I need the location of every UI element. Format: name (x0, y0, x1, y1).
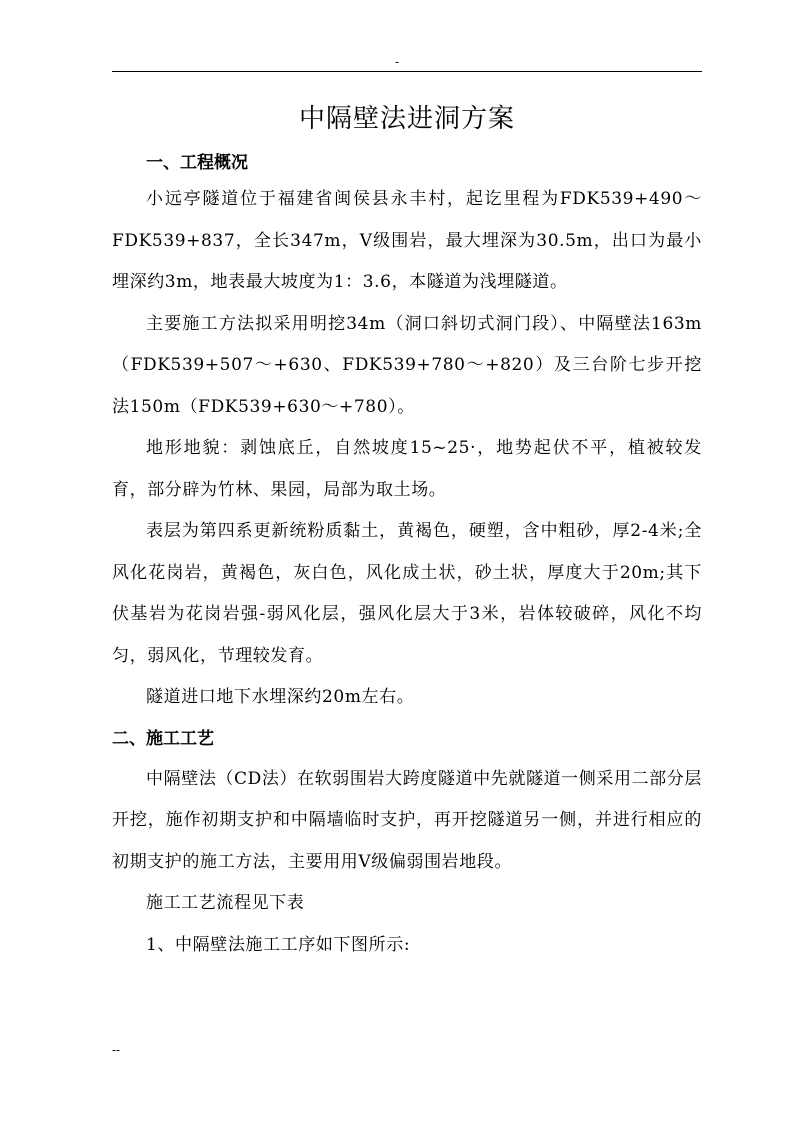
paragraph-procedure-figure-ref: 1、中隔壁法施工工序如下图所示: (146, 934, 411, 955)
paragraph-terrain: 地形地貌：剥蚀底丘，自然坡度15~25·，地势起伏不平，植被较发育，部分辟为竹林、果园，局部为取土场。 (112, 438, 702, 500)
paragraph-location: 小远亭隧道位于福建省闽侯县永丰村，起讫里程为FDK539+490～FDK539+837，全长347m，Ⅴ级围岩，最大埋深为30.5m，出口为最小埋深约3m，地表最大坡度为1：3.6，本隧道为浅埋隧道。 (112, 189, 702, 292)
page-footer-mark: -- (112, 1043, 121, 1057)
paragraph-cd-method: 中隔壁法（CD法）在软弱围岩大跨度隧道中先就隧道一侧采用二部分层开挖，施作初期支护和中隔墙临时支护，再开挖隧道另一侧，并进行相应的初期支护的施工方法，主要用用Ⅴ级偏弱围岩地段。 (112, 768, 702, 872)
document-body (112, 99, 702, 966)
paragraph-process-table-ref: 施工工艺流程见下表 (146, 893, 305, 913)
paragraph-geology: 表层为第四系更新统粉质黏土，黄褐色，硬塑，含中粗砂，厚2-4米;全风化花岗岩，黄褐色，灰白色，风化成土状，砂土状，厚度大于20m;其下伏基岩为花岗岩强-弱风化层，强风化层大于3米，岩体较破碎，风化不均匀，弱风化，节理较发育。 (112, 521, 702, 666)
section-heading-overview: 一、工程概况 (146, 153, 248, 173)
paragraph-groundwater: 隧道进口地下水埋深约20m左右。 (146, 687, 415, 707)
section-heading-process: 二、施工工艺 (112, 728, 214, 749)
page-header-mark: - (394, 55, 400, 69)
document-title: 中隔壁法进洞方案 (298, 104, 515, 134)
paragraph-methods: 主要施工方法拟采用明挖34m（洞口斜切式洞门段）、中隔壁法163m（FDK539+507～+630、FDK539+780～+820）及三台阶七步开挖法150m（FDK539+630～+780）。 (112, 313, 702, 417)
header-rule (112, 71, 702, 72)
